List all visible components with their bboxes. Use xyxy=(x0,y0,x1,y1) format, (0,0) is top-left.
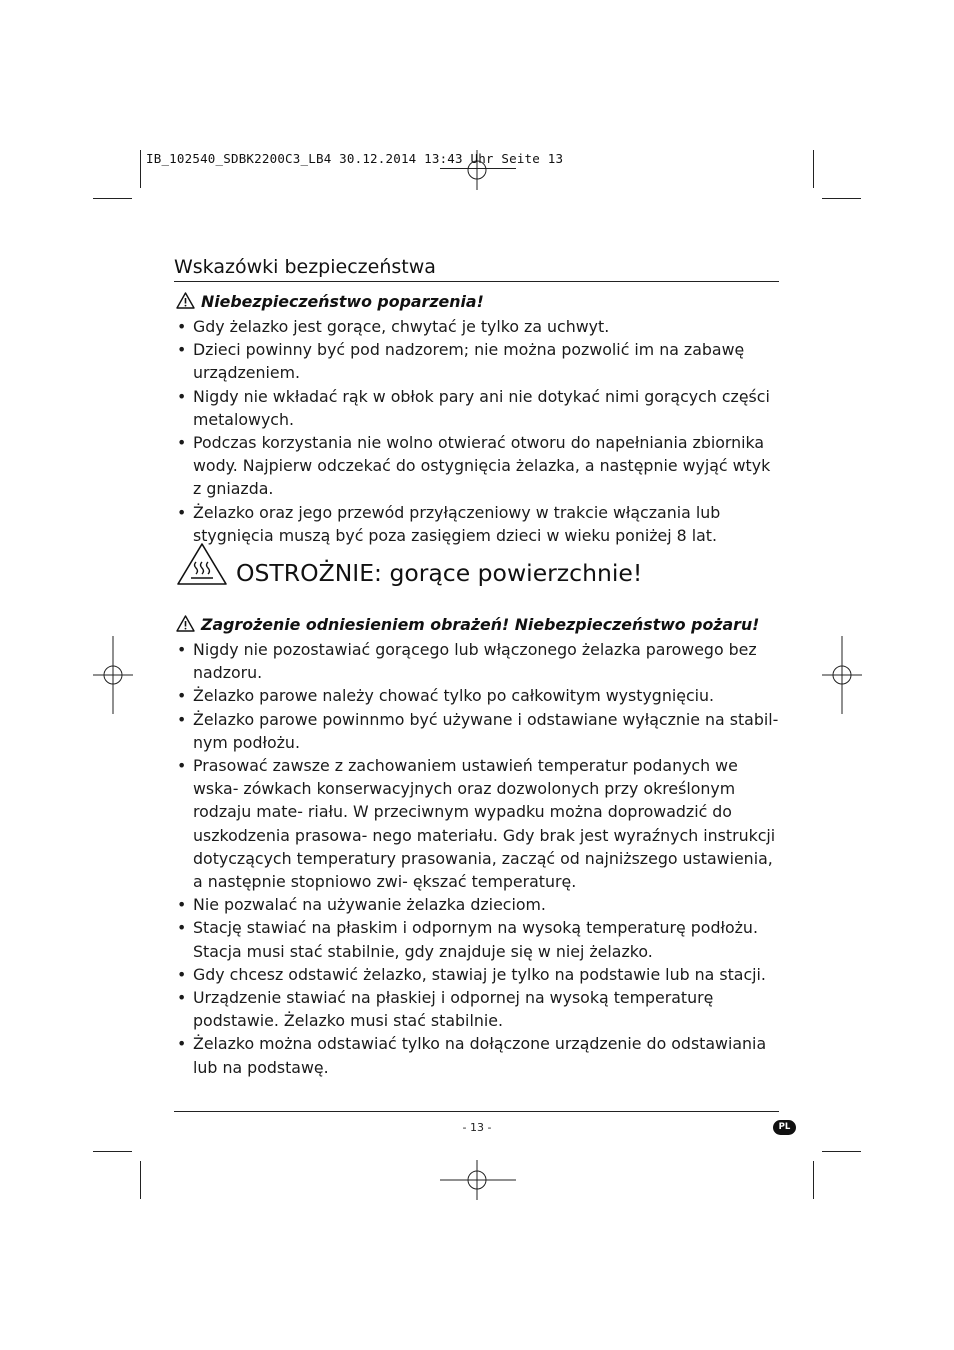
section-title: Wskazówki bezpieczeństwa xyxy=(174,256,436,278)
warning-triangle-icon xyxy=(176,615,195,632)
list-item: • Żelazko można odstawiać tylko na dołączone urządzenie do odstawiania lub na podstawę. xyxy=(177,1034,767,1077)
list-item: • Żelazko parowe należy chować tylko po całkowitym wystygnięciu. xyxy=(177,686,715,706)
section-divider xyxy=(174,281,779,282)
list-item: • Stację stawiać na płaskim i odpornym na wysoką temperaturę podłożu. Stacja musi stać stabilnie, gdy znajduje się w niej żelazko. xyxy=(177,918,758,961)
list-item: • Gdy chcesz odstawić żelazko, stawiaj je tylko na podstawie lub na stacji. xyxy=(177,964,766,984)
registration-mark-icon xyxy=(822,636,862,714)
list-item: • Żelazko oraz jego przewód przyłączeniowy w trakcie włączania lub stygnięcia muszą być poza zasięgiem dzieci w wieku poniżej 8 lat. xyxy=(177,502,721,545)
page-number: - 13 - xyxy=(462,1121,492,1134)
list-item: • Dzieci powinny być pod nadzorem; nie można pozwolić im na zabawę urządzeniem. xyxy=(177,340,745,383)
list-item: • Urządzenie stawiać na płaskiej i odpornej na wysoką temperaturę podstawie. Żelazko musi stać stabilnie. xyxy=(177,988,714,1031)
burn-warning-list xyxy=(176,315,780,547)
caution-title: OSTROŻNIE: gorące powierzchnie! xyxy=(236,559,643,587)
injury-warning-heading xyxy=(176,615,759,634)
footer-divider xyxy=(174,1111,779,1112)
language-badge: PL xyxy=(773,1120,796,1135)
registration-mark-icon xyxy=(93,636,133,714)
injury-warning-list xyxy=(176,638,780,1079)
burn-warning-heading xyxy=(176,292,484,311)
print-header-underline xyxy=(440,168,516,169)
list-item: • Nie pozwalać na używanie żelazka dzieciom. xyxy=(177,895,546,915)
print-job-header: IB_102540_SDBK2200C3_LB4 30.12.2014 13:43 Uhr Seite 13 xyxy=(146,151,564,166)
list-item: • Prasować zawsze z zachowaniem ustawień temperatur podanych we wska- zówkach konserwacyjnych oraz dozwolonych przy określonym rodzaju mate- riału. W przeciwnym wypadku można doprowadzić do uszkodzenia prasowa- nego materiału. Gdy brak jest wyraźnych instrukcji dotyczących temperatury prasowania, zacząć od najniższego ustawienia, a następnie stopniowo zwi- ększać temperaturę. xyxy=(177,756,776,892)
list-item: • Żelazko parowe powinnmo być używane i odstawiane wyłącznie na stabil- nym podłożu. xyxy=(177,709,779,752)
hot-surface-warning-icon xyxy=(176,542,228,586)
list-item: • Nigdy nie pozostawiać gorącego lub włączonego żelazka parowego bez nadzoru. xyxy=(177,640,757,683)
burn-warning-heading-text: Niebezpieczeństwo poparzenia! xyxy=(201,292,484,311)
list-item: • Podczas korzystania nie wolno otwierać otworu do napełniania zbiornika wody. Najpierw odczekać do ostygnięcia żelazka, a następnie wyjąć wtyk z gniazda. xyxy=(177,433,771,499)
warning-triangle-icon xyxy=(176,292,195,309)
injury-warning-heading-text: Zagrożenie odniesieniem obrażeń! Niebezpieczeństwo pożaru! xyxy=(201,615,760,634)
registration-mark-icon xyxy=(440,1160,516,1200)
list-item: • Nigdy nie wkładać rąk w obłok pary ani nie dotykać nimi gorących części metalowych. xyxy=(177,386,770,429)
list-item: • Gdy żelazko jest gorące, chwytać je tylko za uchwyt. xyxy=(177,317,610,336)
